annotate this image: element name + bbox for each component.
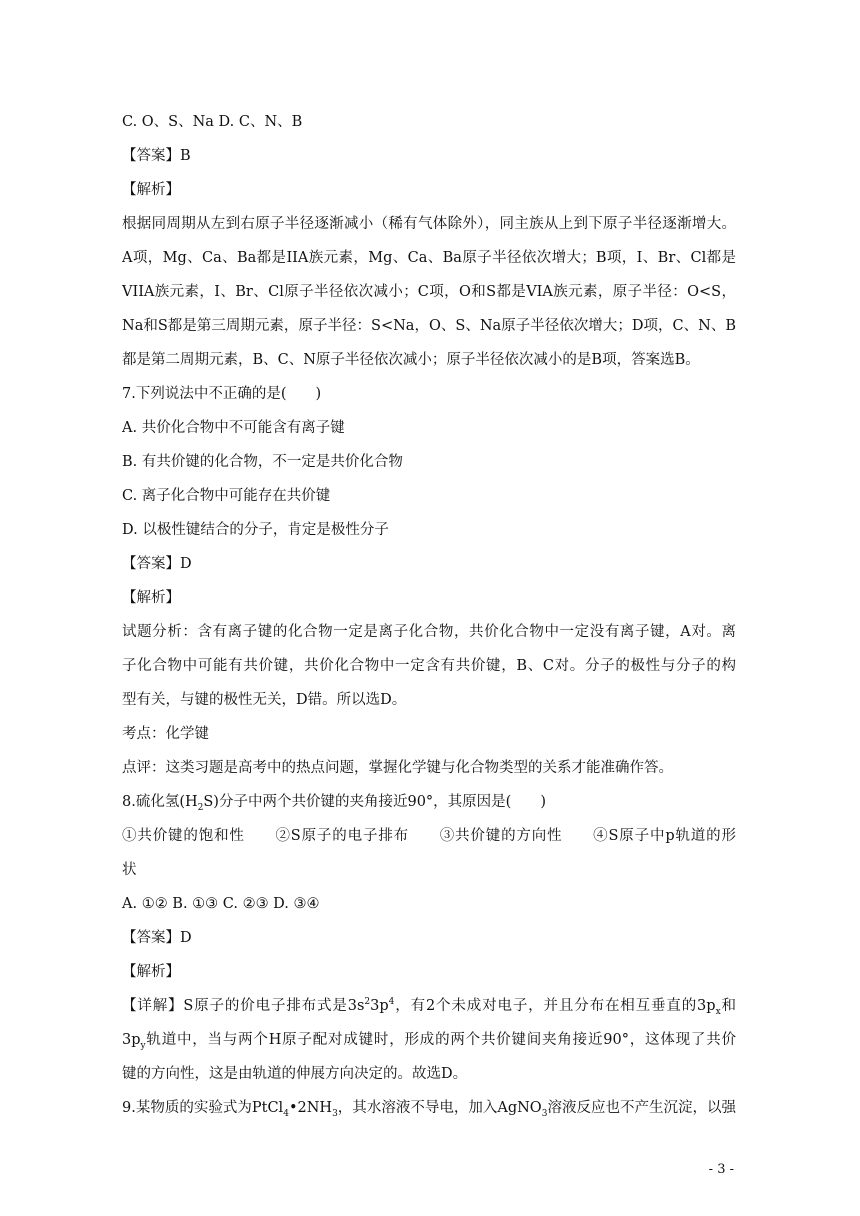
q7-option-a: A. 共价化合物中不可能含有离子键 <box>122 420 345 436</box>
q8-detail2-part-a: 3p <box>122 1032 141 1048</box>
q9-stem-part-a: 9.某物质的实验式为PtCl <box>122 1100 284 1116</box>
q8-reasons-line-1: ①共价键的饱和性 ②S原子的电子排布 ③共价键的方向性 ④S原子中p轨道的形 <box>122 828 736 844</box>
q9-stem-part-c: ，其水溶液不导电，加入AgNO <box>337 1100 542 1116</box>
q7-dianping: 点评：这类习题是高考中的热点问题，掌握化学键与化合物类型的关系才能准确作答。 <box>122 760 673 776</box>
q9-stem-sub-3: 3 <box>541 1108 548 1119</box>
q8-detail-line-3: 键的方向性，这是由轨道的伸展方向决定的。故选D。 <box>122 1066 468 1082</box>
q8-analysis-label: 【解析】 <box>122 964 180 980</box>
q7-stem: 7.下列说法中不正确的是( ) <box>122 386 322 402</box>
page-number: - 3 - <box>708 1162 734 1177</box>
q9-stem-part-b: •2NH <box>288 1100 333 1116</box>
q7-option-b: B. 有共价键的化合物，不一定是共价化合物 <box>122 454 403 470</box>
q8-detail-line-1 <box>122 996 736 1016</box>
q8-detail-part-d: 和 <box>720 998 737 1014</box>
q7-analysis-line-2: 子化合物中可能有共价键，共价化合物中一定含有共价键，B、C对。分子的极性与分子的构 <box>122 658 736 674</box>
q9-stem-sub-2: 3 <box>332 1108 338 1119</box>
q8-stem <box>122 792 546 812</box>
q8-detail-part-b: 3p <box>370 998 389 1014</box>
q8-answer: 【答案】D <box>122 930 192 946</box>
q8-detail-sub-1: x <box>715 1006 721 1017</box>
q6-analysis-line-2: A项，Mg、Ca、Ba都是IIA族元素，Mg、Ca、Ba原子半径依次增大；B项，I、Br、Cl都是 <box>122 250 736 266</box>
q8-options: A. ①② B. ①③ C. ②③ D. ③④ <box>122 896 320 912</box>
q7-analysis-label: 【解析】 <box>122 590 180 606</box>
q7-analysis-line-3: 型有关，与键的极性无关，D错。所以选D。 <box>122 692 407 708</box>
q8-detail2-subscript: y <box>140 1040 146 1051</box>
q8-stem-part-a: 8.硫化氢(H <box>122 794 198 810</box>
q7-answer: 【答案】D <box>122 556 192 572</box>
q6-analysis-line-4: Na和S都是第三周期元素，原子半径：S<Na，O、S、Na原子半径依次增大；D项，C、N、B <box>122 318 736 334</box>
q8-detail-sup-2: 4 <box>388 997 395 1008</box>
q6-options-cd: C. O、S、Na D. C、N、B <box>122 114 303 130</box>
q7-option-d: D. 以极性键结合的分子，肯定是极性分子 <box>122 522 389 538</box>
q8-detail-sup-1: 2 <box>364 997 371 1008</box>
q6-answer: 【答案】B <box>122 148 191 164</box>
q8-detail2-part-b: 轨道中，当与两个H原子配对成键时，形成的两个共价键间夹角接近90°，这体现了共价 <box>145 1032 736 1048</box>
q7-kaodian: 考点：化学键 <box>122 726 209 742</box>
q9-stem-sub-1: 4 <box>283 1108 289 1119</box>
q7-analysis-line-1: 试题分析：含有离子键的化合物一定是离子化合物，共价化合物中一定没有离子键，A对。离 <box>122 624 736 640</box>
q9-stem-part-d: 溶液反应也不产生沉淀，以强 <box>547 1100 737 1116</box>
q8-stem-subscript: 2 <box>197 802 204 813</box>
q6-analysis-line-5: 都是第二周期元素，B、C、N原子半径依次减小；原子半径依次减小的是B项，答案选B。 <box>122 352 700 368</box>
q6-analysis-label: 【解析】 <box>122 182 180 198</box>
q9-stem <box>122 1098 736 1118</box>
q8-detail-part-a: 【详解】S原子的价电子排布式是3s <box>122 998 365 1014</box>
q8-detail-part-c: ，有2个未成对电子，并且分布在相互垂直的3p <box>394 998 716 1014</box>
q6-analysis-line-3: VIIA族元素，I、Br、Cl原子半径依次减小；C项，O和S都是VIA族元素，原子半径：O<S， <box>122 284 736 300</box>
q6-analysis-line-1: 根据同周期从左到右原子半径逐渐减小（稀有气体除外），同主族从上到下原子半径逐渐增大。 <box>122 216 736 232</box>
q8-reasons-line-2: 状 <box>122 862 137 878</box>
q7-option-c: C. 离子化合物中可能存在共价键 <box>122 488 331 504</box>
q8-stem-part-b: S)分子中两个共价键的夹角接近90°，其原因是( ) <box>203 794 546 810</box>
q8-detail-line-2 <box>122 1030 736 1050</box>
